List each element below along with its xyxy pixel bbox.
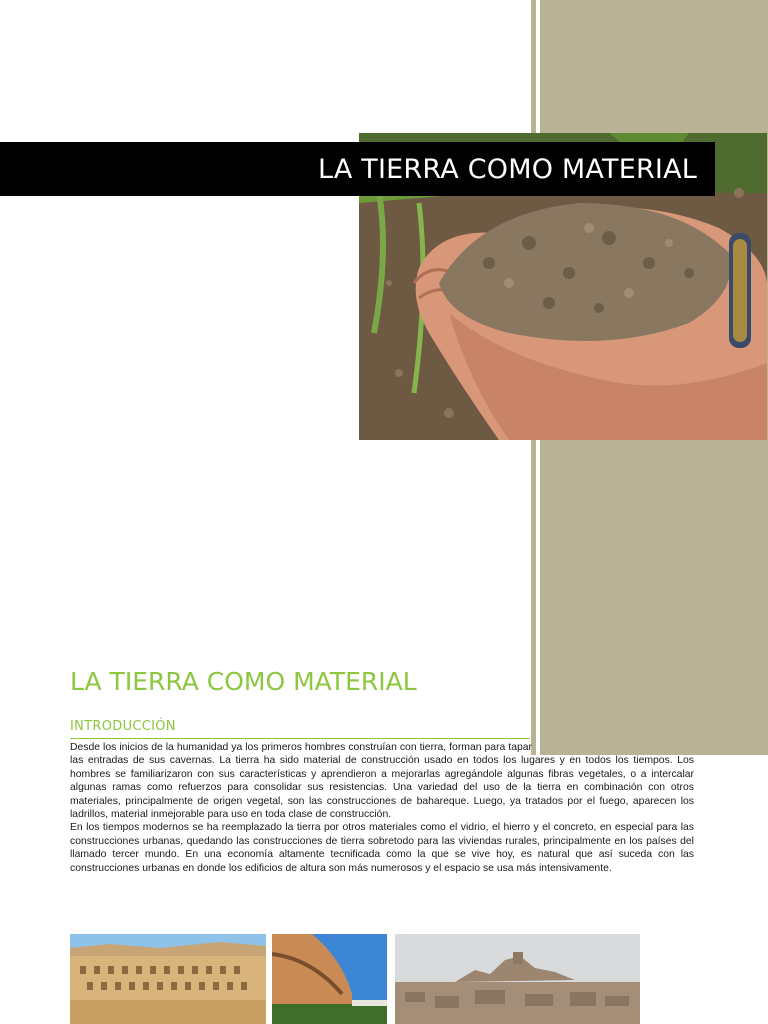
banner-title: LA TIERRA COMO MATERIAL [317, 154, 697, 185]
photo-adobe-ruins [70, 934, 266, 1024]
section-divider [70, 738, 530, 739]
title-banner [0, 142, 715, 196]
photo-modern-earth-building [272, 934, 387, 1024]
section-heading-introduccion: INTRODUCCIÓN [70, 719, 176, 734]
photo-adobe-citadel [395, 934, 640, 1024]
article-body [70, 741, 694, 875]
article-heading: LA TIERRA COMO MATERIAL [70, 667, 417, 696]
paragraph: Desde los inicios de la humanidad ya los primeros hombres construían con tierra, forman para tapar las entradas de sus cavernas. La tierra ha sido material de construcción usado en todos los lugares y en todos los tiempos. Los hombres se familiarizaron con sus características y aprendieron a mejorarlas agregándole algunas fibras vegetales, o a intercalar algunas ramas como refuerzos para consolidar sus resistencias. Una variedad del uso de la tierra en combinación con otros materiales, principalmente de origen vegetal, son las construcciones de bahareque. Luego, ya tratados por el fuego, aparecen los ladrillos, material inmejorable para uso en toda clase de construcción. [70, 742, 694, 821]
paragraph: En los tiempos modernos se ha reemplazado la tierra por otros materiales como el vidrio, el hierro y el concreto, en especial para las construcciones urbanas, quedando las construcciones de tierra sobretodo para las viviendas rurales, principalmente en los países del llamado tercer mundo. En una economía altamente tecnificada como la que se vive hoy, es natural que así suceda con las construcciones urbanas en donde los edificios de altura son más numerosos y el espacio se usa más intensivamente. [70, 822, 694, 874]
